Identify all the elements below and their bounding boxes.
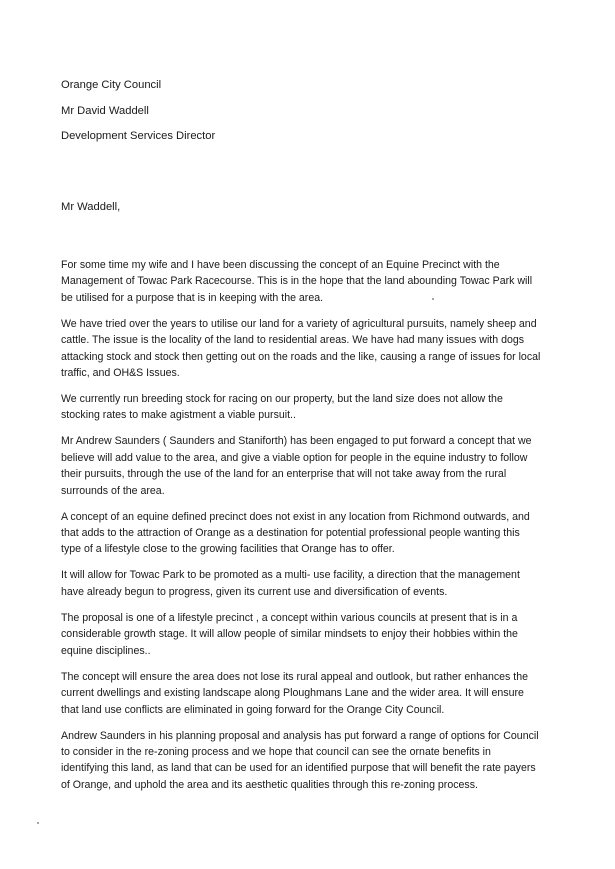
paragraph: It will allow for Towac Park to be promoted as a multi- use facility, a direction that the management have already begun to progress, given its current use and diversification of events.	[61, 569, 520, 598]
letter-body	[61, 257, 541, 803]
recipient-name: Mr David Waddell	[61, 104, 149, 117]
paragraph: The concept will ensure the area does not lose its rural appeal and outlook, but rather enhances the current dwellings and existing landscape along Ploughmans Lane and the wider area. It will ensure that land use conflicts are eliminated in going forward for the Orange City Council.	[61, 670, 529, 716]
recipient-title: Development Services Director	[61, 130, 216, 142]
paragraph: The proposal is one of a lifestyle precinct , a concept within various councils at present that is in a considerable growth stage. It will allow people of similar mindsets to enjoy their hobbies within the equine disciplines..	[61, 611, 518, 657]
salutation: Mr Waddell,	[61, 201, 121, 213]
paragraph: A concept of an equine defined precinct does not exist in any location from Richmond outwards, and that adds to the attraction of Orange as a destination for potential professional people wanting this type of a lifestyle close to the growing facilities that Orange has to offer.	[61, 510, 530, 556]
recipient-organization: Orange City Council	[61, 79, 162, 91]
paragraph: For some time my wife and I have been discussing the concept of an Equine Precinct with the Management of Towac Park Racecourse. This is in the hope that the land abounding Towac Park will be utilised for a purpose that is in keeping with the area.	[61, 259, 533, 304]
paragraph: Andrew Saunders in his planning proposal and analysis has put forward a range of options for Council to consider in the re-zoning process and we hope that council can see the ornate benefits in identifying this land, as land that can be used for an identified purpose that will benefit the rate payers of Orange, and uphold the area and its aesthetic qualities through this re-zoning process.	[61, 729, 539, 791]
paragraph: Mr Andrew Saunders ( Saunders and Staniforth) has been engaged to put forward a concept that we believe will add value to the area, and give a viable option for people in the equine industry to follow their pursuits, through the use of the land for an enterprise that will not take away from the rural surrounds of the area.	[61, 435, 532, 497]
scan-speck	[37, 822, 39, 824]
paragraph: We have tried over the years to utilise our land for a variety of agricultural pursuits, namely sheep and cattle. The issue is the locality of the land to residential areas. We have had many issues with dogs attacking stock and stock then getting out on the roads and the like, causing a range of issues for local traffic, and OH&S Issues.	[61, 317, 541, 380]
scan-speck	[432, 298, 434, 300]
recipient-block	[61, 73, 215, 150]
paragraph: We currently run breeding stock for racing on our property, but the land size does not allow the stocking rates to make agistment a viable pursuit..	[61, 393, 503, 422]
